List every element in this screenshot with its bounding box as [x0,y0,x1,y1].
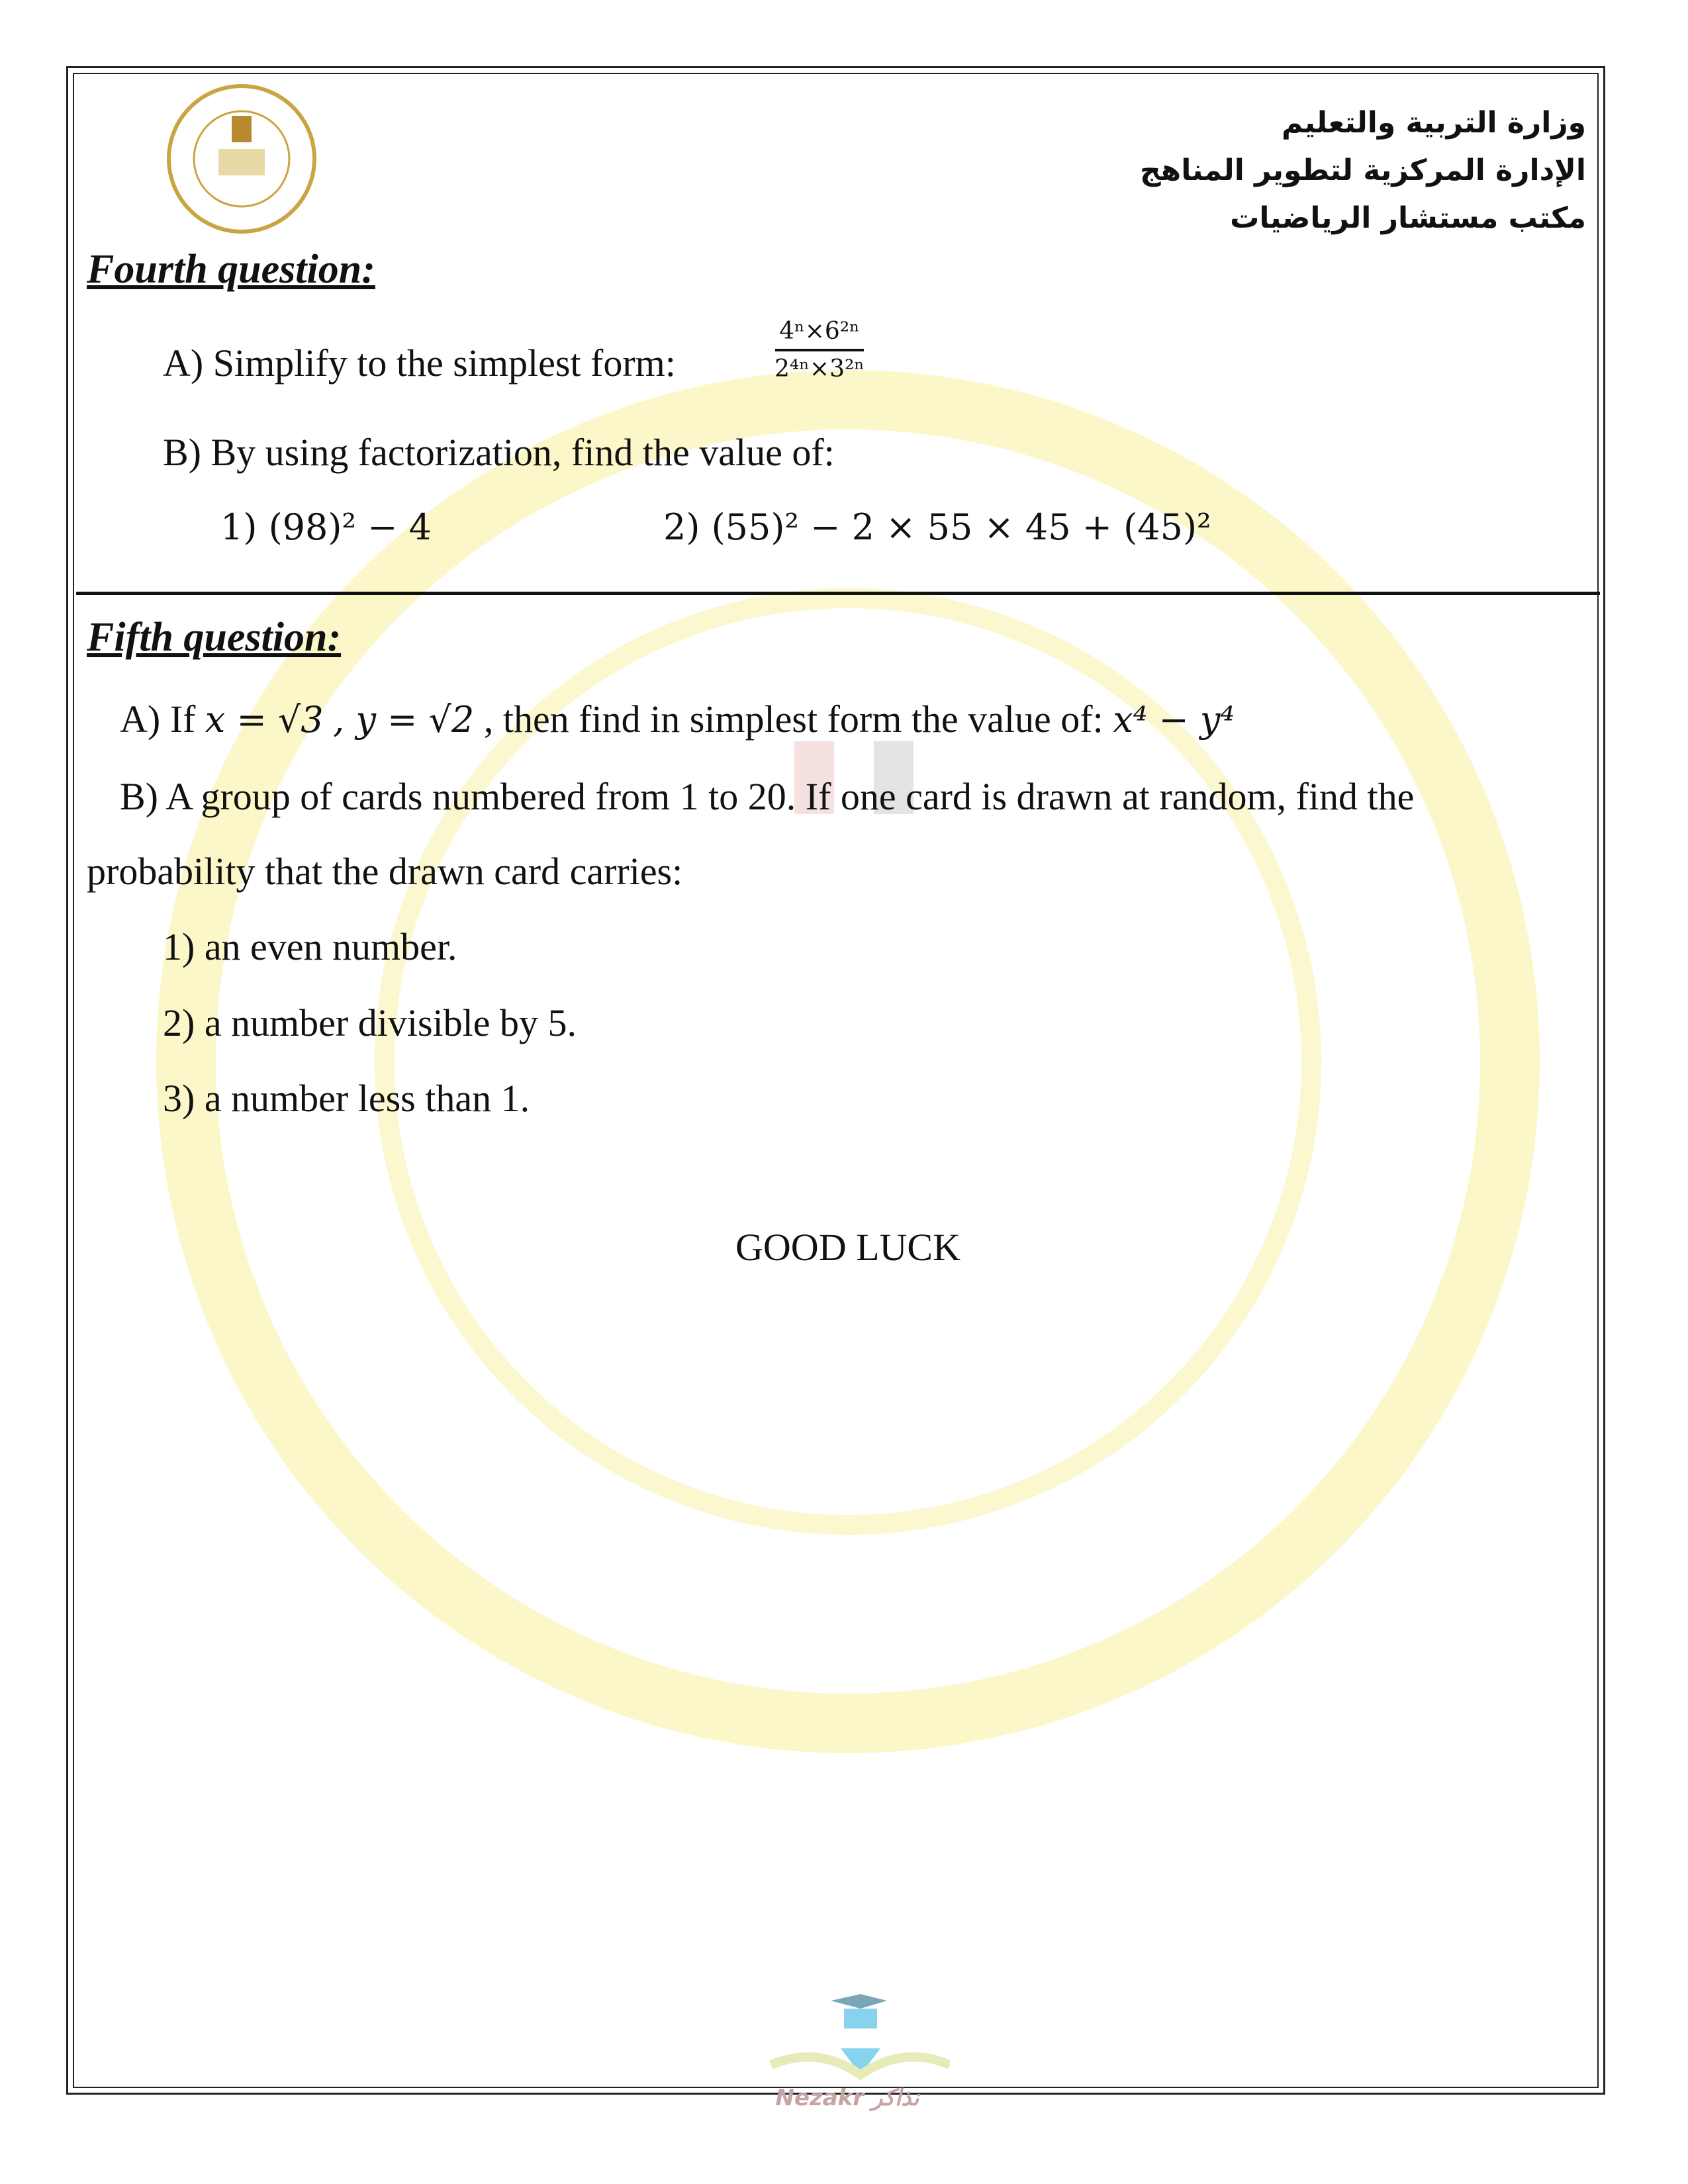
fifth-b-line1: B) A group of cards numbered from 1 to 20. If one card is drawn at random, find the [120,775,1415,818]
fourth-a-fraction [774,318,865,383]
fourth-b1: 1) (98)² − 4 [220,506,432,548]
fifth-a-prefix: A) If [120,698,196,741]
fifth-b-item-3: 3) a number less than 1. [163,1077,530,1120]
fifth-a-line [120,700,1235,739]
graduate-book-icon [745,1982,950,2081]
ministry-logo [165,83,318,235]
fourth-b2: 2) (55)² − 2 × 55 × 45 + (45)² [663,506,1211,548]
fifth-b-item-1: 1) an even number. [163,925,457,968]
fourth-b-label: B) By using factorization, find the value of: [163,431,835,474]
fraction-numerator: 4ⁿ×6²ⁿ [775,318,864,351]
fifth-question-title: Fifth question: [87,615,342,660]
fifth-a-suffix: , then find in simplest form the value of: [483,698,1103,741]
fourth-question-title: Fourth question: [87,247,375,292]
fraction-denominator: 2⁴ⁿ×3²ⁿ [774,355,865,383]
fifth-b-line2: probability that the drawn card carries: [87,850,683,893]
section-divider [76,592,1600,595]
header-office: مكتب مستشار الرياضيات [1230,201,1586,235]
nezakr-wordmark: Nezakr نذاكر [775,2085,919,2111]
header-department: الإدارة المركزية لتطوير المناهج [1139,154,1586,187]
fifth-b-item-2: 2) a number divisible by 5. [163,1001,577,1044]
nezakr-logo [745,1982,950,2111]
fifth-a-expression: x⁴ − y⁴ [1113,699,1235,741]
fourth-a-label: A) Simplify to the simplest form: [163,341,676,385]
fifth-a-y: , y = √2 [333,699,475,741]
header-ministry: وزارة التربية والتعليم [1282,106,1586,140]
good-luck: GOOD LUCK [735,1226,961,1269]
fifth-a-x: x = √3 [205,699,324,741]
